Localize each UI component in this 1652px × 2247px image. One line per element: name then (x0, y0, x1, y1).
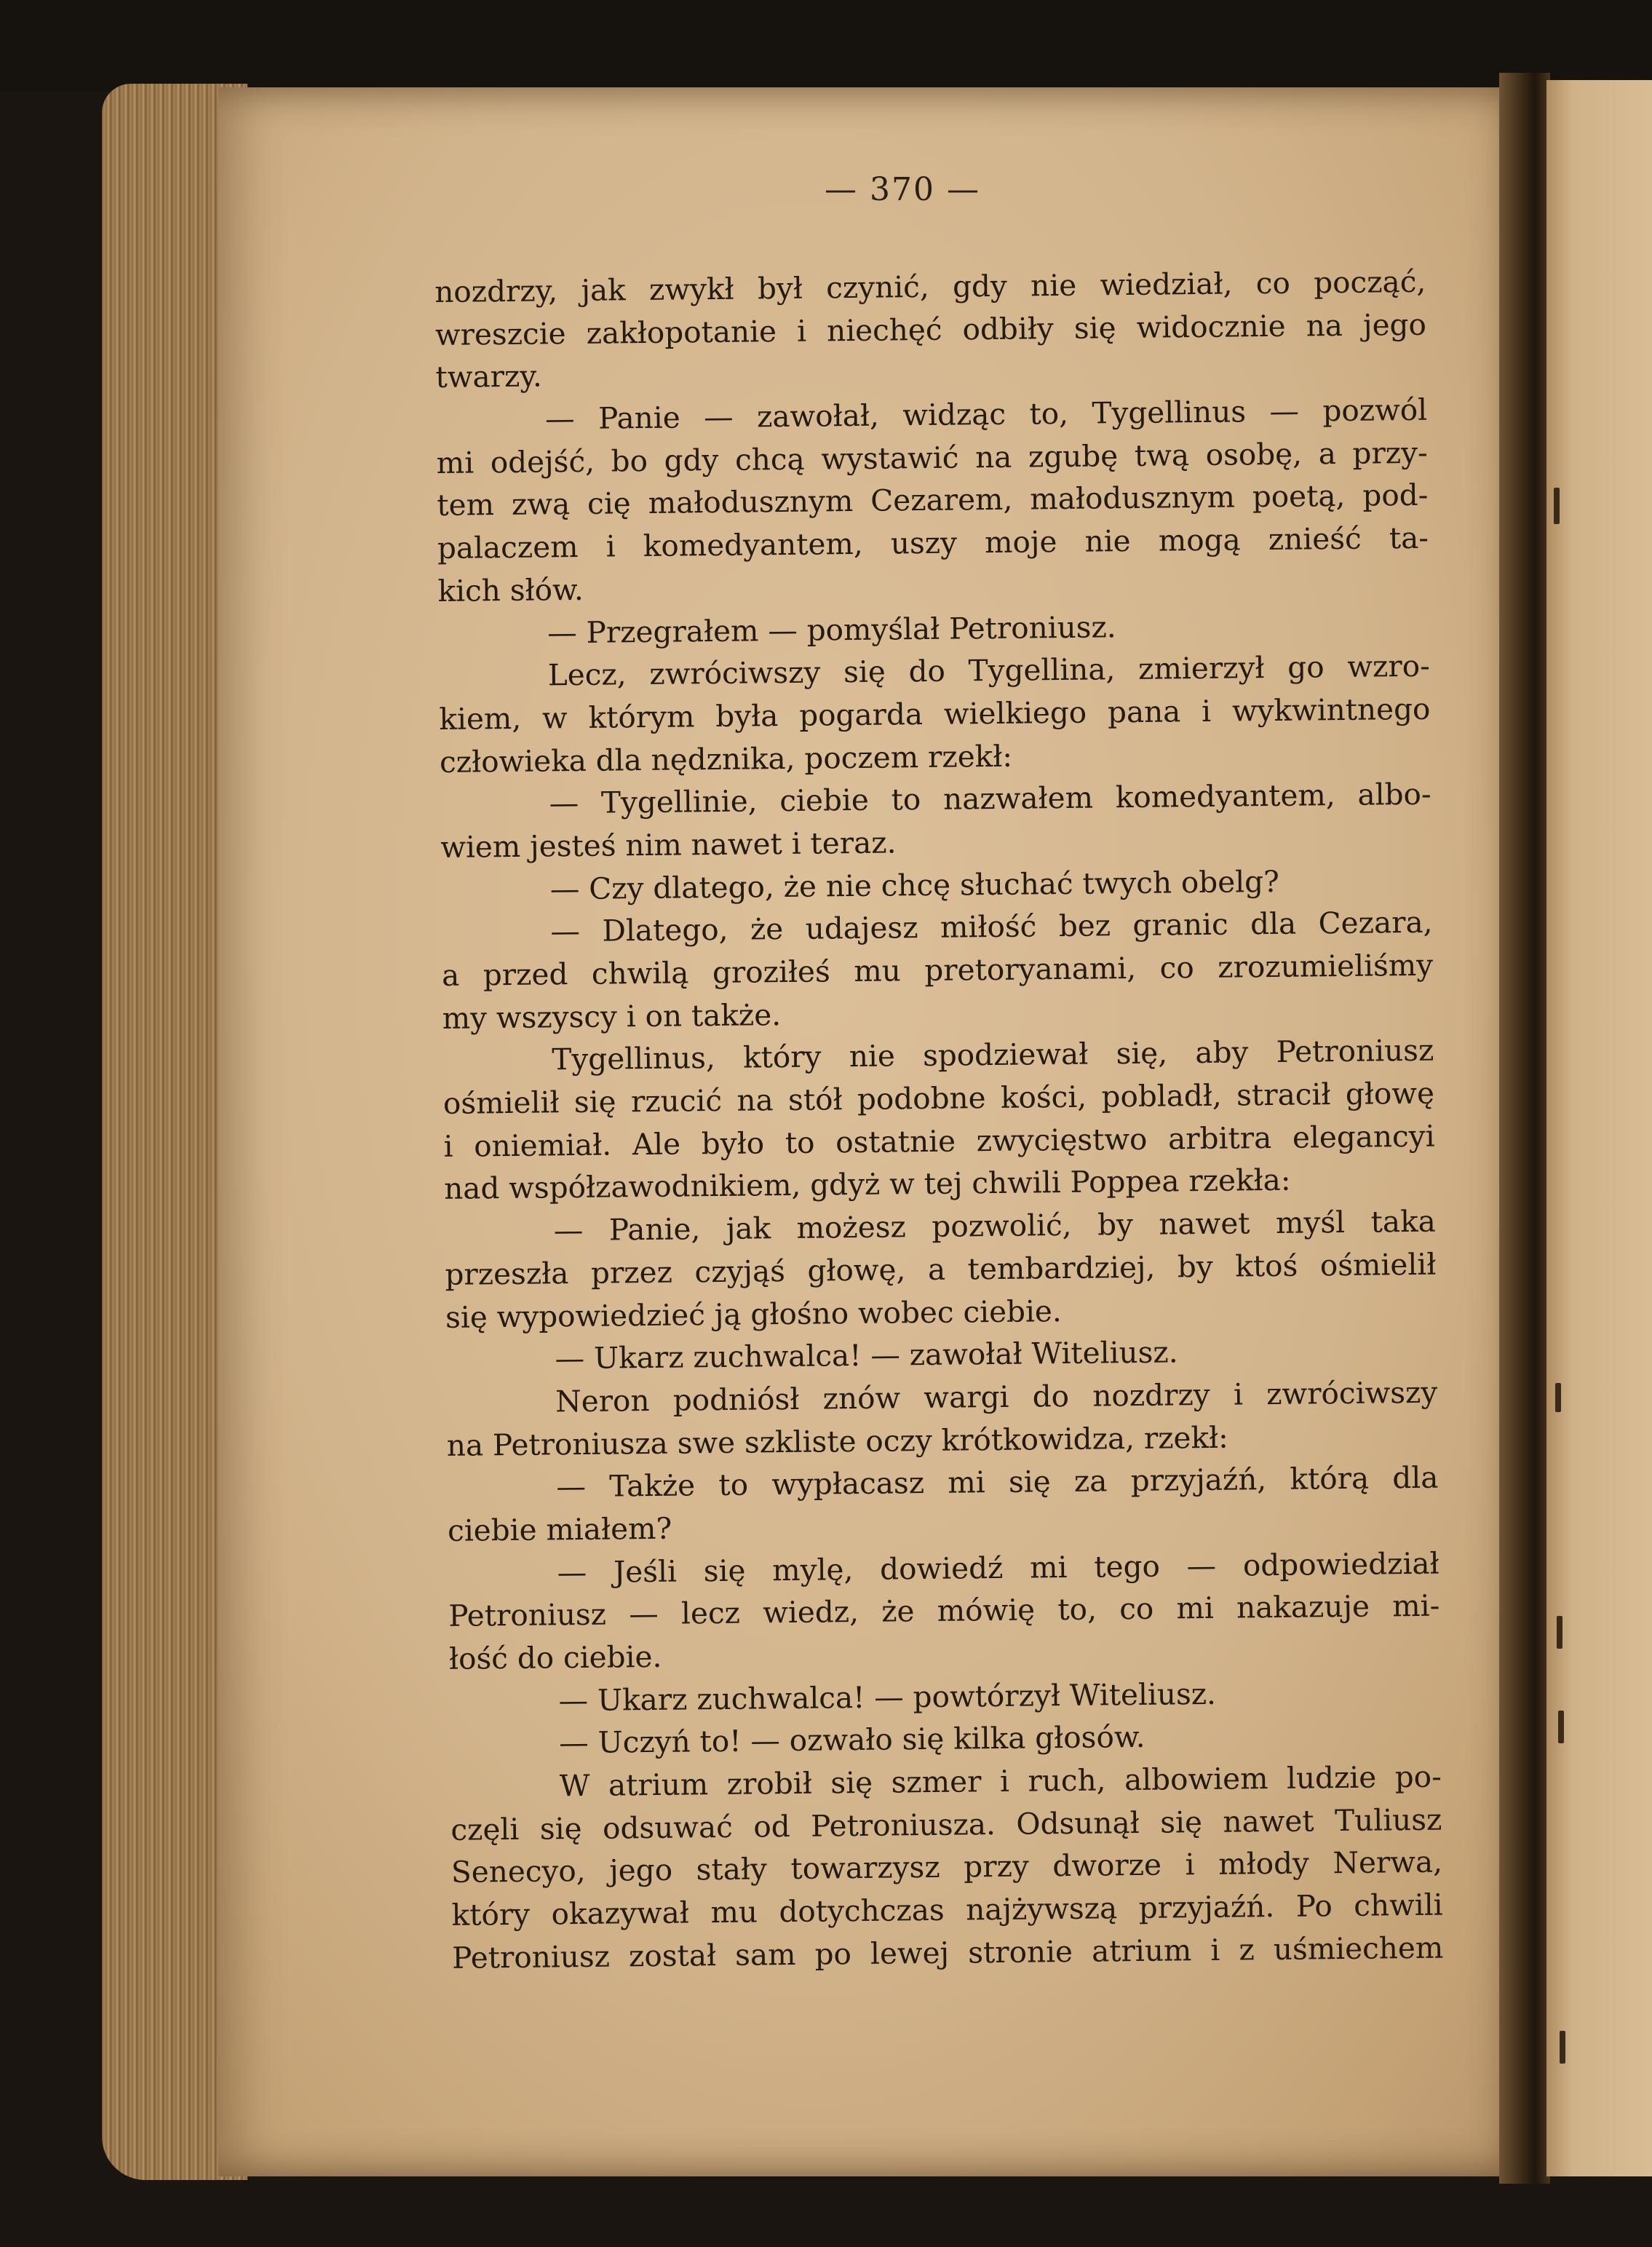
text-line: — Jeśli się mylę, dowiedź mi tego — odpowiedział (557, 1545, 1439, 1590)
background-dark (0, 0, 1652, 91)
text-line: kich słów. (437, 571, 584, 609)
text-line: ciebie miałem? (447, 1510, 672, 1548)
text-line: Neron podniósł znów wargi do nozdrzy i zwróciwszy (555, 1374, 1438, 1419)
text-line: Petroniusz został sam po lewej stronie atrium i z uśmiechem (452, 1930, 1444, 1975)
text-line: nozdrzy, jak zwykł był czynić, gdy nie wiedział, co począć, (434, 263, 1426, 309)
text-line: my wszyscy i on także. (442, 996, 782, 1036)
text-line: — Dlatego, że udajesz miłość bez granic dla Cezara, (550, 905, 1433, 949)
text-line: a przed chwilą groziłeś mu pretoryanami, co zrozumieliśmy (441, 947, 1434, 993)
book-gutter (1499, 73, 1550, 2184)
text-line: — Tygellinie, ciebie to nazwałem komedyantem, albo- (549, 776, 1431, 821)
body-text (434, 261, 1444, 1980)
text-line: mi odejść, bo gdy chcą wystawić na zgubę twą osobę, a przy- (436, 435, 1428, 480)
text-line: łość do ciebie. (448, 1638, 662, 1676)
text-line: który okazywał mu dotychczas najżywszą przyjaźń. Po chwili (451, 1887, 1443, 1933)
text-line: — Przegrałem — pomyślał Petroniusz. (547, 609, 1116, 650)
text-line: na Petroniusza swe szkliste oczy krótkowidza, rzekł: (446, 1419, 1229, 1463)
text-line: twarzy. (435, 358, 542, 395)
text-line: palaczem i komedyantem, uszy moje nie mogą znieść ta- (437, 520, 1429, 566)
text-line: — Także to wypłacasz mi się za przyjaźń, którą dla (556, 1459, 1439, 1505)
text-line: nad współzawodnikiem, gdyż w tej chwili Poppea rzekła: (443, 1162, 1291, 1207)
text-line: W atrium zrobił się szmer i ruch, albowiem ludzie po- (559, 1759, 1442, 1804)
text-line: Lecz, zwróciwszy się do Tygellina, zmierzył go wzro- (547, 648, 1431, 693)
text-line: wiem jesteś nim nawet i teraz. (440, 825, 897, 865)
text-line: Senecyo, jego stały towarzysz przy dworze i młody Nerwa, (450, 1844, 1443, 1890)
text-line: człowieka dla nędznika, poczem rzekł: (439, 738, 1013, 780)
text-line: częli się odsuwać od Petroniusza. Odsunął się nawet Tuliusz (450, 1802, 1442, 1847)
text-line: — Ukarz zuchwalca! — zawołał Witeliusz. (555, 1334, 1178, 1376)
text-line: tem zwą cię małodusznym Cezarem, małodusznym poetą, pod- (437, 477, 1429, 523)
text-line: ośmielił się rzucić na stół podobne kości, pobladł, stracił głowę (442, 1075, 1435, 1121)
text-line: — Panie — zawołał, widząc to, Tygellinus — pozwól (544, 392, 1428, 437)
page-number: — 370 — (825, 171, 980, 208)
text-line: i oniemiał. Ale było to ostatnie zwycięstwo arbitra elegancyi (443, 1118, 1435, 1164)
text-line: wreszcie zakłopotanie i niechęć odbiły się widocznie na jego (434, 306, 1427, 352)
text-line: Tygellinus, który nie spodziewał się, aby Petroniusz (552, 1033, 1434, 1077)
text-line: kiem, w którym była pogarda wielkiego pana i wykwintnego (439, 691, 1431, 737)
text-line: — Ukarz zuchwalca! — powtórzył Witeliusz. (558, 1676, 1217, 1719)
text-line: przeszła przez czyjąś głowę, a tembardziej, by ktoś ośmielił (445, 1246, 1437, 1292)
text-line: się wypowiedzieć ją głośno wobec ciebie. (445, 1293, 1062, 1335)
text-line: Petroniusz — lecz wiedz, że mówię to, co mi nakazuje mi- (448, 1588, 1440, 1634)
text-line: — Uczyń to! — ozwało się kilka głosów. (558, 1719, 1145, 1761)
text-line: — Panie, jak możesz pozwolić, by nawet myśl taka (553, 1203, 1437, 1248)
text-line: — Czy dlatego, że nie chcę słuchać twych obelg? (549, 863, 1280, 907)
next-page-edge (1546, 80, 1652, 2176)
